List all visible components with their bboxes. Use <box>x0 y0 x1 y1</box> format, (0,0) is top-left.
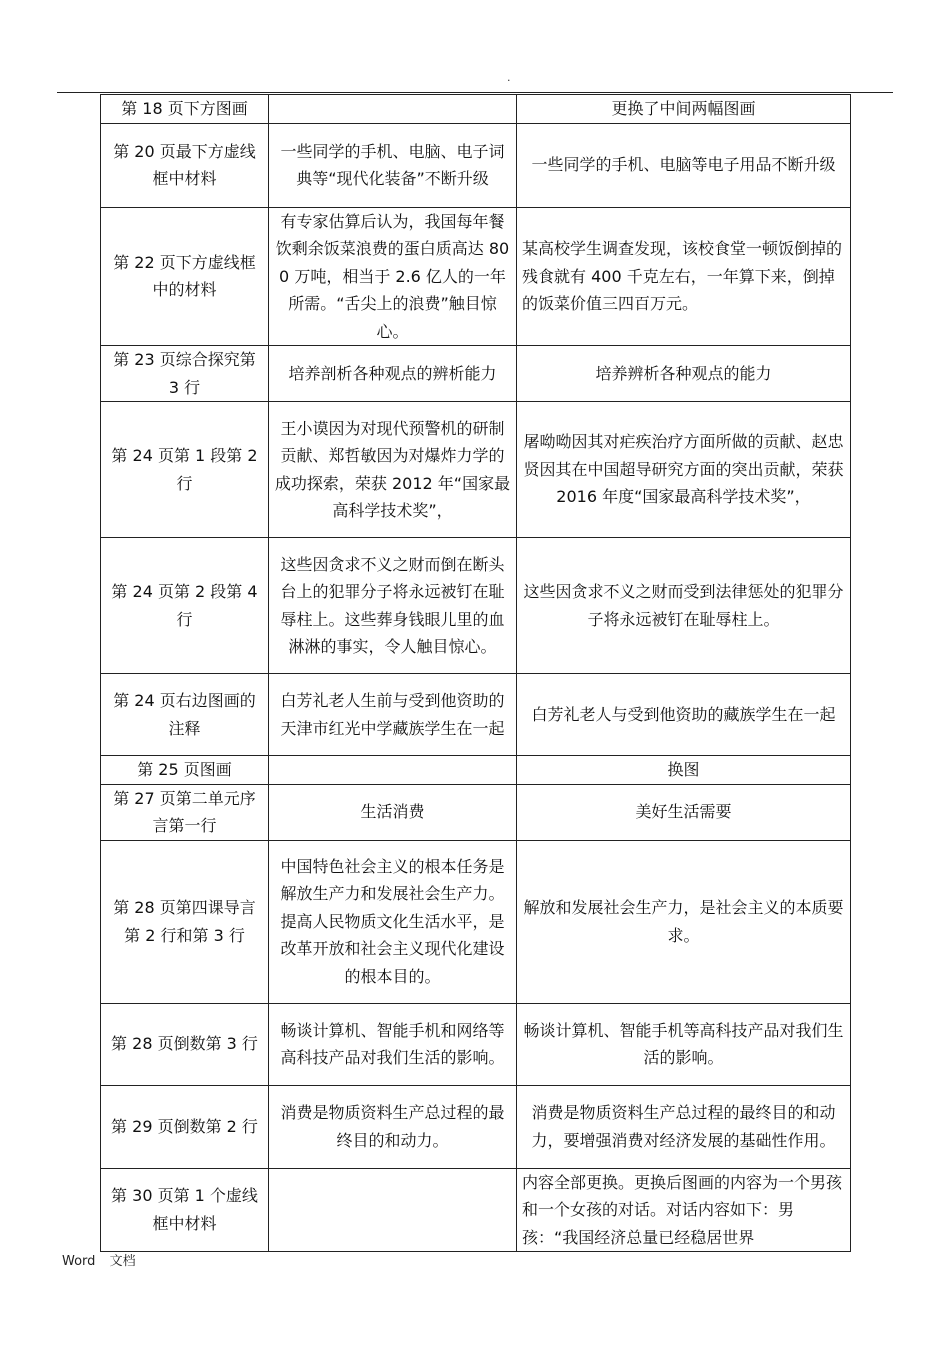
location-cell: 第 28 页第四课导言第 2 行和第 3 行 <box>101 840 269 1003</box>
revised-text-cell: 白芳礼老人与受到他资助的藏族学生在一起 <box>517 674 851 756</box>
original-text-cell: 中国特色社会主义的根本任务是解放生产力和发展社会生产力。提高人民物质文化生活水平，是改革开放和社会主义现代化建设的根本目的。 <box>269 840 517 1003</box>
table-row <box>101 784 851 840</box>
revised-text-cell: 屠呦呦因其对疟疾治疗方面所做的贡献、赵忠贤因其在中国超导研究方面的突出贡献，荣获 2016 年度“国家最高科学技术奖”， <box>517 402 851 538</box>
table-row <box>101 840 851 1003</box>
location-cell: 第 23 页综合探究第 3 行 <box>101 346 269 402</box>
table-row <box>101 207 851 346</box>
table-row <box>101 538 851 674</box>
original-text-cell: 畅谈计算机、智能手机和网络等高科技产品对我们生活的影响。 <box>269 1003 517 1085</box>
table-row <box>101 123 851 207</box>
table-row <box>101 674 851 756</box>
table-row <box>101 1085 851 1168</box>
location-cell: 第 24 页第 2 段第 4 行 <box>101 538 269 674</box>
location-cell: 第 22 页下方虚线框中的材料 <box>101 207 269 346</box>
original-text-cell: 生活消费 <box>269 784 517 840</box>
table-row <box>101 756 851 785</box>
location-cell: 第 28 页倒数第 3 行 <box>101 1003 269 1085</box>
table-row <box>101 95 851 124</box>
footer-doc-label: 文档 <box>109 1254 136 1269</box>
revised-text-cell: 美好生活需要 <box>517 784 851 840</box>
table-row <box>101 1168 851 1252</box>
footer-app-name: Word <box>62 1254 96 1269</box>
original-text-cell <box>269 1168 517 1252</box>
revised-text-cell: 解放和发展社会生产力，是社会主义的本质要求。 <box>517 840 851 1003</box>
location-cell: 第 29 页倒数第 2 行 <box>101 1085 269 1168</box>
revised-text-cell: 消费是物质资料生产总过程的最终目的和动力，要增强消费对经济发展的基础性作用。 <box>517 1085 851 1168</box>
original-text-cell: 有专家估算后认为，我国每年餐饮剩余饭菜浪费的蛋白质高达 800 万吨，相当于 2.6 亿人的一年所需。“舌尖上的浪费”触目惊心。 <box>269 207 517 346</box>
original-text-cell <box>269 756 517 785</box>
original-text-cell <box>269 95 517 124</box>
original-text-cell: 培养剖析各种观点的辨析能力 <box>269 346 517 402</box>
revision-table <box>100 94 851 1252</box>
location-cell: 第 18 页下方图画 <box>101 95 269 124</box>
header-rule <box>57 92 893 93</box>
original-text-cell: 消费是物质资料生产总过程的最终目的和动力。 <box>269 1085 517 1168</box>
revised-text-cell: 这些因贪求不义之财而受到法律惩处的犯罪分子将永远被钉在耻辱柱上。 <box>517 538 851 674</box>
original-text-cell: 白芳礼老人生前与受到他资助的天津市红光中学藏族学生在一起 <box>269 674 517 756</box>
location-cell: 第 25 页图画 <box>101 756 269 785</box>
original-text-cell: 这些因贪求不义之财而倒在断头台上的犯罪分子将永远被钉在耻辱柱上。这些葬身钱眼儿里的血淋淋的事实，令人触目惊心。 <box>269 538 517 674</box>
original-text-cell: 一些同学的手机、电脑、电子词典等“现代化装备”不断升级 <box>269 123 517 207</box>
location-cell: 第 24 页右边图画的注释 <box>101 674 269 756</box>
location-cell: 第 24 页第 1 段第 2 行 <box>101 402 269 538</box>
location-cell: 第 27 页第二单元序言第一行 <box>101 784 269 840</box>
revised-text-cell: 培养辨析各种观点的能力 <box>517 346 851 402</box>
table-row <box>101 346 851 402</box>
header-mark: . <box>507 71 511 84</box>
revised-text-cell: 换图 <box>517 756 851 785</box>
revised-text-cell: 内容全部更换。更换后图画的内容为一个男孩和一个女孩的对话。对话内容如下：男孩：“我国经济总量已经稳居世界 <box>517 1168 851 1252</box>
revised-text-cell: 一些同学的手机、电脑等电子用品不断升级 <box>517 123 851 207</box>
table-row <box>101 402 851 538</box>
table-row <box>101 1003 851 1085</box>
revised-text-cell: 畅谈计算机、智能手机等高科技产品对我们生活的影响。 <box>517 1003 851 1085</box>
revised-text-cell: 某高校学生调查发现，该校食堂一顿饭倒掉的残食就有 400 千克左右，一年算下来，倒掉的饭菜价值三四百万元。 <box>517 207 851 346</box>
location-cell: 第 30 页第 1 个虚线框中材料 <box>101 1168 269 1252</box>
location-cell: 第 20 页最下方虚线框中材料 <box>101 123 269 207</box>
revised-text-cell: 更换了中间两幅图画 <box>517 95 851 124</box>
original-text-cell: 王小谟因为对现代预警机的研制贡献、郑哲敏因为对爆炸力学的成功探索，荣获 2012 年“国家最高科学技术奖”， <box>269 402 517 538</box>
footer <box>62 1250 146 1269</box>
